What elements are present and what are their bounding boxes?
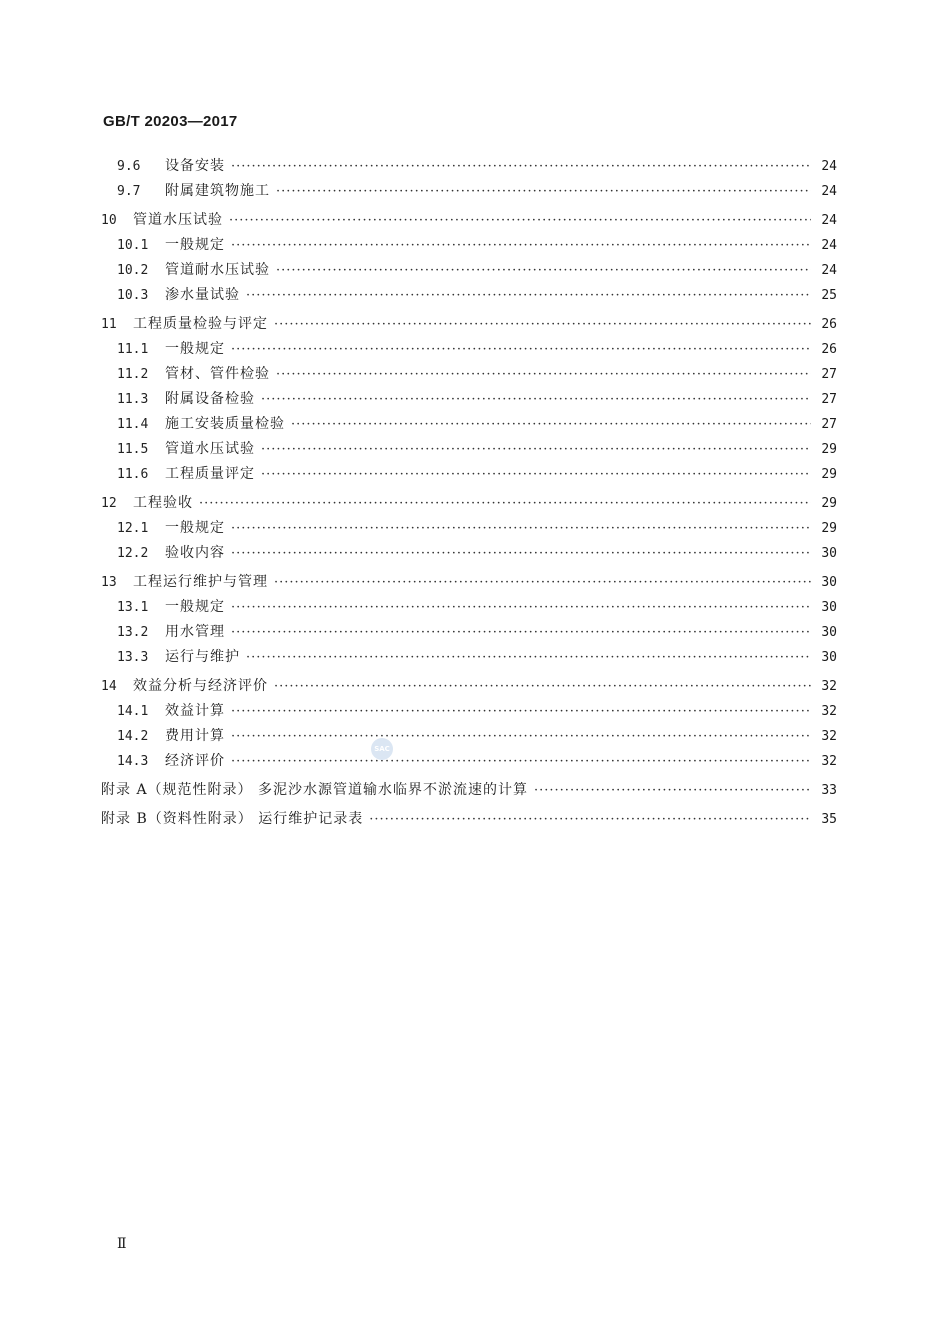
dot-leader: [231, 724, 811, 749]
toc-entry-page: 32: [821, 729, 837, 744]
toc-entry-page: 24: [821, 213, 837, 228]
toc-entry-number: 12.1: [117, 521, 149, 536]
toc-entry-title: 附录 A（规范性附录） 多泥沙水源管道输水临界不淤流速的计算: [101, 782, 529, 798]
toc-entry-number: 9.7: [117, 184, 141, 199]
dot-leader: [231, 154, 811, 179]
toc-entry-page: 30: [821, 625, 837, 640]
toc-entry-number: 10: [101, 213, 117, 228]
dot-leader: [199, 491, 811, 516]
toc-entry-page: 29: [821, 521, 837, 536]
toc-entry[interactable]: [101, 362, 837, 387]
toc-entry-number: 14.1: [117, 704, 149, 719]
toc-entry-number: 14.2: [117, 729, 149, 744]
toc-entry-number: 13.1: [117, 600, 149, 615]
toc-entry[interactable]: [101, 516, 837, 541]
dot-leader: [246, 645, 811, 670]
toc-entry-title: 费用计算: [165, 728, 225, 744]
toc-entry-title: 用水管理: [165, 624, 225, 640]
toc-entry-page: 29: [821, 467, 837, 482]
dot-leader: [231, 595, 811, 620]
page-number: Ⅱ: [117, 1236, 127, 1252]
toc-entry[interactable]: [101, 437, 837, 462]
toc-entry[interactable]: [101, 412, 837, 437]
toc-entry-title: 渗水量试验: [165, 287, 240, 303]
dot-leader: [369, 807, 811, 832]
toc-entry-number: 13.3: [117, 650, 149, 665]
toc-entry-number: 14.3: [117, 754, 149, 769]
toc-entry-number: 13: [101, 575, 117, 590]
document-header: GB/T 20203—2017: [103, 113, 238, 130]
toc-entry-page: 24: [821, 184, 837, 199]
dot-leader: [231, 337, 811, 362]
toc-entry-title: 运行与维护: [165, 649, 240, 665]
dot-leader: [291, 412, 811, 437]
toc-entry-title: 一般规定: [165, 341, 225, 357]
toc-entry-title: 管道水压试验: [133, 212, 223, 228]
dot-leader: [231, 749, 811, 774]
toc-entry-title: 工程运行维护与管理: [133, 574, 268, 590]
toc-entry-number: 11.3: [117, 392, 149, 407]
toc-entry[interactable]: [101, 312, 837, 337]
toc-entry-number: 12.2: [117, 546, 149, 561]
toc-entry-title: 附属设备检验: [165, 391, 255, 407]
toc-entry-page: 27: [821, 367, 837, 382]
toc-entry-page: 32: [821, 704, 837, 719]
toc-entry-page: 24: [821, 238, 837, 253]
toc-entry-number: 10.3: [117, 288, 149, 303]
toc-entry-title: 管材、管件检验: [165, 366, 270, 382]
toc-entry[interactable]: [101, 491, 837, 516]
toc-entry-page: 30: [821, 600, 837, 615]
toc-entry[interactable]: [101, 724, 837, 749]
dot-leader: [261, 387, 811, 412]
toc-entry-page: 30: [821, 546, 837, 561]
toc-entry[interactable]: [101, 208, 837, 233]
dot-leader: [274, 312, 811, 337]
toc-entry-page: 29: [821, 442, 837, 457]
toc-entry-page: 24: [821, 159, 837, 174]
toc-entry[interactable]: [101, 674, 837, 699]
toc-entry-number: 10.2: [117, 263, 149, 278]
dot-leader: [231, 699, 811, 724]
toc-entry-title: 验收内容: [165, 545, 225, 561]
toc-entry[interactable]: [101, 570, 837, 595]
toc-entry-title: 一般规定: [165, 237, 225, 253]
toc-entry-title: 管道耐水压试验: [165, 262, 270, 278]
toc-entry[interactable]: [101, 283, 837, 308]
toc-entry-title: 施工安装质量检验: [165, 416, 285, 432]
toc-entry-number: 11.6: [117, 467, 149, 482]
toc-entry-number: 11.2: [117, 367, 149, 382]
toc-entry-title: 附录 B（资料性附录） 运行维护记录表: [101, 811, 364, 827]
toc-entry-title: 工程验收: [133, 495, 193, 511]
toc-entry-page: 27: [821, 392, 837, 407]
toc-entry-number: 11.5: [117, 442, 149, 457]
toc-entry-number: 11.4: [117, 417, 149, 432]
toc-entry-title: 工程质量检验与评定: [133, 316, 268, 332]
toc-entry[interactable]: [101, 620, 837, 645]
dot-leader: [261, 437, 811, 462]
table-of-contents: [101, 154, 837, 832]
toc-entry[interactable]: [101, 778, 837, 803]
dot-leader: [276, 362, 811, 387]
toc-entry-number: 11: [101, 317, 117, 332]
toc-entry[interactable]: [101, 595, 837, 620]
dot-leader: [231, 541, 811, 566]
toc-entry-title: 管道水压试验: [165, 441, 255, 457]
toc-entry-title: 一般规定: [165, 599, 225, 615]
toc-entry-page: 24: [821, 263, 837, 278]
toc-entry-page: 35: [821, 812, 837, 827]
toc-entry-page: 25: [821, 288, 837, 303]
toc-entry-page: 32: [821, 754, 837, 769]
toc-entry[interactable]: [101, 233, 837, 258]
toc-entry[interactable]: [101, 154, 837, 179]
toc-entry[interactable]: [101, 179, 837, 204]
toc-entry-number: 13.2: [117, 625, 149, 640]
toc-entry-number: 12: [101, 496, 117, 511]
dot-leader: [274, 674, 811, 699]
toc-entry[interactable]: [101, 749, 837, 774]
dot-leader: [229, 208, 811, 233]
dot-leader: [261, 462, 811, 487]
toc-entry[interactable]: [101, 258, 837, 283]
dot-leader: [231, 516, 811, 541]
toc-entry-page: 30: [821, 650, 837, 665]
toc-entry-page: 26: [821, 342, 837, 357]
toc-entry-number: 14: [101, 679, 117, 694]
toc-entry-page: 32: [821, 679, 837, 694]
toc-entry-title: 效益计算: [165, 703, 225, 719]
toc-entry-number: 10.1: [117, 238, 149, 253]
toc-entry-page: 33: [821, 783, 837, 798]
dot-leader: [276, 258, 811, 283]
toc-entry[interactable]: [101, 645, 837, 670]
toc-entry-title: 一般规定: [165, 520, 225, 536]
toc-entry-title: 效益分析与经济评价: [133, 678, 268, 694]
dot-leader: [534, 778, 811, 803]
toc-entry[interactable]: [101, 462, 837, 487]
toc-entry-title: 设备安装: [165, 158, 225, 174]
toc-entry-page: 29: [821, 496, 837, 511]
toc-entry-title: 工程质量评定: [165, 466, 255, 482]
toc-entry[interactable]: [101, 541, 837, 566]
toc-entry[interactable]: [101, 807, 837, 832]
toc-entry[interactable]: [101, 699, 837, 724]
toc-entry-page: 26: [821, 317, 837, 332]
watermark-stamp: SAC: [371, 738, 393, 760]
toc-entry-title: 经济评价: [165, 753, 225, 769]
toc-entry-title: 附属建筑物施工: [165, 183, 270, 199]
dot-leader: [231, 233, 811, 258]
toc-entry-number: 9.6: [117, 159, 141, 174]
toc-entry[interactable]: [101, 337, 837, 362]
toc-entry-number: 11.1: [117, 342, 149, 357]
dot-leader: [246, 283, 811, 308]
toc-entry[interactable]: [101, 387, 837, 412]
toc-entry-page: 30: [821, 575, 837, 590]
toc-entry-page: 27: [821, 417, 837, 432]
dot-leader: [276, 179, 811, 204]
dot-leader: [274, 570, 811, 595]
dot-leader: [231, 620, 811, 645]
